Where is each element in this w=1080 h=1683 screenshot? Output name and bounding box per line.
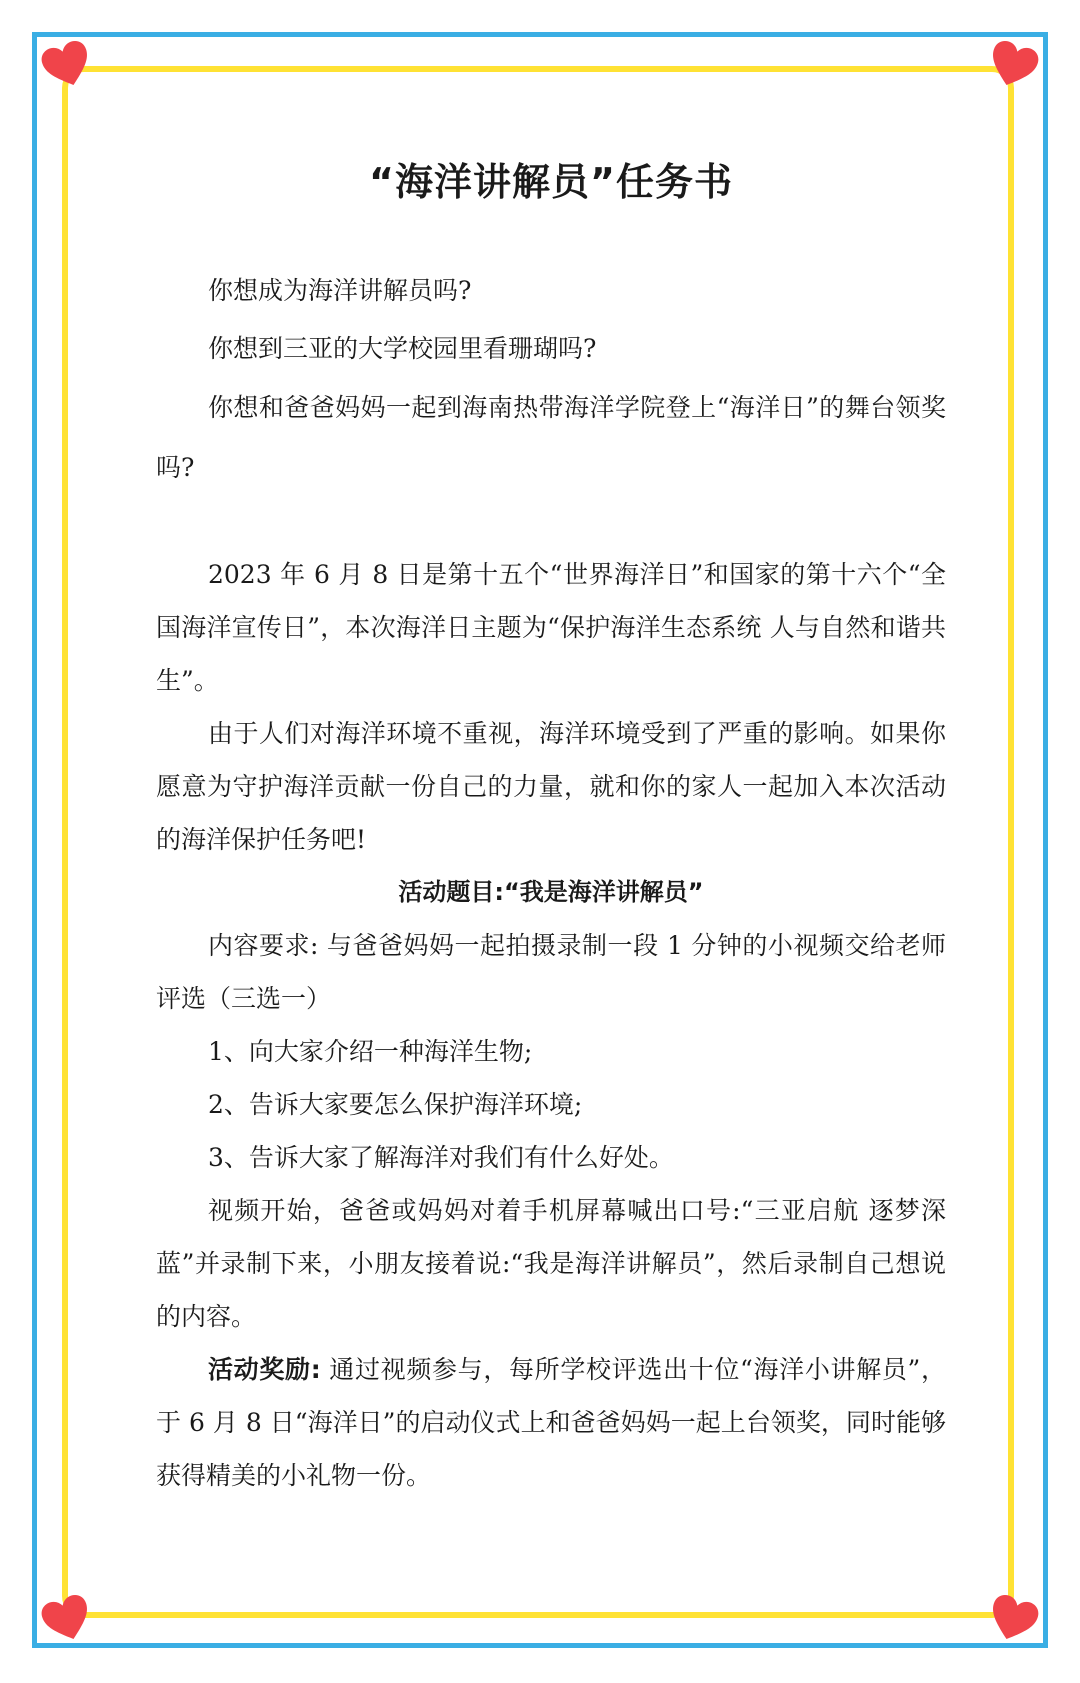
reward-text: 通过视频参与，每所学校评选出十位“海洋小讲解员”，于 6 月 8 日“海洋日”的启动仪式上和爸爸妈妈一起上台领奖，同时能够获得精美的小礼物一份。 <box>156 1355 946 1490</box>
option-item: 3、告诉大家了解海洋对我们有什么好处。 <box>208 1143 674 1172</box>
section-spacer <box>156 498 946 548</box>
intro-question: 你想和爸爸妈妈一起到海南热带海洋学院登上“海洋日”的舞台领奖吗? <box>156 393 946 482</box>
background-paragraph: 2023 年 6 月 8 日是第十五个“世界海洋日”和国家的第十六个“全国海洋宣传日”，本次海洋日主题为“保护海洋生态系统 人与自然和谐共生”。 <box>156 560 946 695</box>
document-body <box>156 140 946 1502</box>
intro-question: 你想成为海洋讲解员吗? <box>208 276 472 305</box>
content-requirement: 内容要求: 与爸爸妈妈一起拍摄录制一段 1 分钟的小视频交给老师评选（三选一） <box>156 931 946 1013</box>
document-title: “海洋讲解员”任务书 <box>369 160 733 204</box>
background-paragraph: 由于人们对海洋环境不重视，海洋环境受到了严重的影响。如果你愿意为守护海洋贡献一份自己的力量，就和你的家人一起加入本次活动的海洋保护任务吧! <box>156 719 946 854</box>
option-item: 2、告诉大家要怎么保护海洋环境; <box>208 1090 583 1119</box>
video-instructions: 视频开始，爸爸或妈妈对着手机屏幕喊出口号:“三亚启航 逐梦深蓝”并录制下来，小朋友接着说:“我是海洋讲解员”，然后录制自己想说的内容。 <box>156 1196 946 1331</box>
intro-question: 你想到三亚的大学校园里看珊瑚吗? <box>208 334 597 363</box>
activity-title: 活动题目:“我是海洋讲解员” <box>398 878 704 906</box>
option-item: 1、向大家介绍一种海洋生物; <box>208 1037 533 1066</box>
reward-label: 活动奖励: <box>208 1355 321 1384</box>
reward-paragraph <box>156 1343 946 1502</box>
